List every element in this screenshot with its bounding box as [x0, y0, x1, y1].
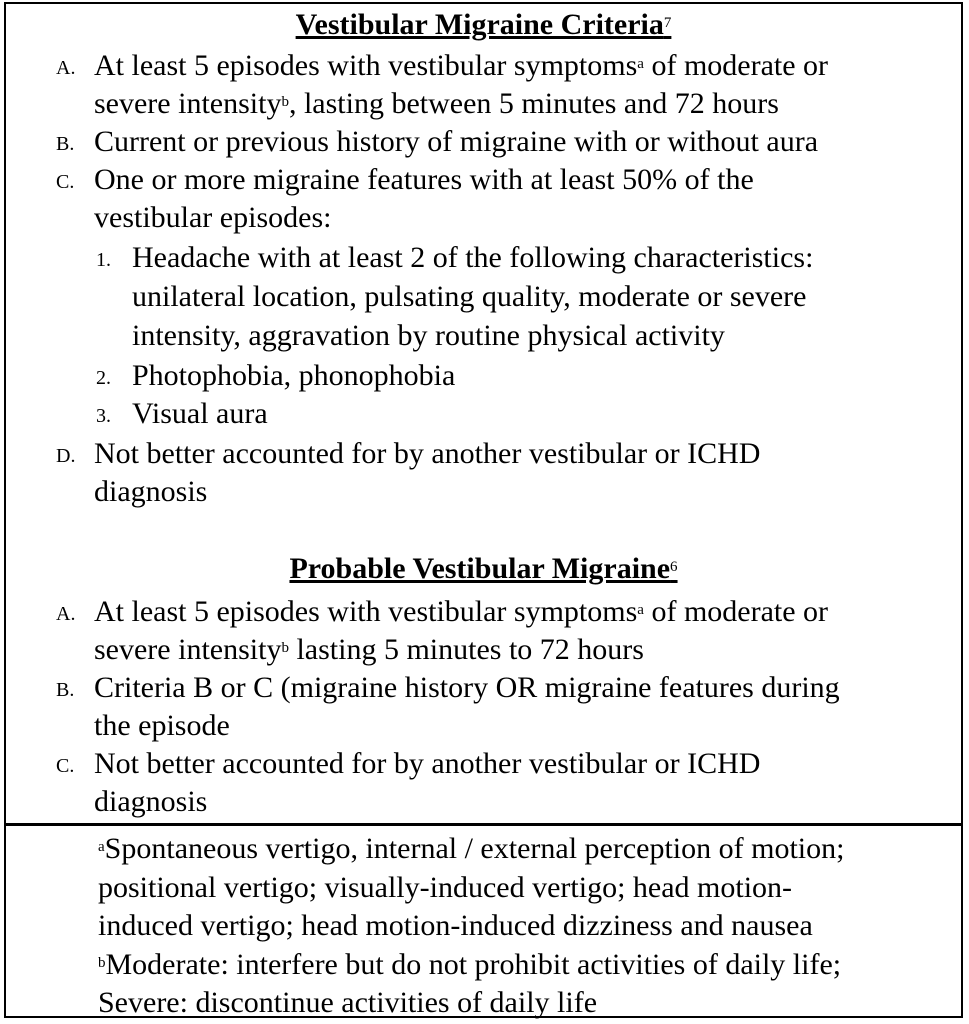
criterion-c-line1: One or more migraine features with at least 50% of the	[94, 163, 754, 196]
footnote-divider	[6, 823, 961, 826]
footnote-a-line3: induced vertigo; head motion-induced dizziness and nausea	[98, 909, 813, 942]
criterion-label: A.	[56, 603, 76, 625]
criteria-table	[4, 2, 963, 1018]
section2-title: Probable Vestibular Migraine$^6$	[289, 552, 678, 585]
criterion-d-line2: diagnosis	[94, 475, 208, 508]
probable-a-line2: severe intensity$^b$ lasting 5 minutes to 72 hours	[94, 633, 644, 666]
footnote-b-line1: $^b$Moderate: interfere but do not prohibit activities of daily life;	[98, 947, 842, 981]
footnote-b-line2: Severe: discontinue activities of daily life	[98, 986, 598, 1019]
probable-c-line1: Not better accounted for by another vestibular or ICHD	[94, 747, 761, 780]
sub-criterion-3: Visual aura	[132, 397, 268, 430]
criterion-label: B.	[56, 133, 75, 155]
criterion-b: Current or previous history of migraine with or without aura	[94, 125, 819, 158]
probable-a-line1: At least 5 episodes with vestibular symptoms$^a$ of moderate or	[94, 595, 829, 628]
criterion-label: A.	[56, 57, 76, 79]
probable-b-line1: Criteria B or C (migraine history OR migraine features during	[94, 671, 840, 704]
criterion-label: C.	[56, 755, 75, 777]
sub-criterion-label: 2.	[96, 367, 111, 389]
criterion-label: C.	[56, 171, 75, 193]
sub-criterion-2: Photophobia, phonophobia	[132, 359, 456, 392]
sub-criterion-label: 3.	[96, 405, 111, 427]
footnote-a-line2: positional vertigo; visually-induced vertigo; head motion-	[98, 870, 793, 904]
criterion-label: B.	[56, 679, 75, 701]
criterion-a-line2: severe intensity$^b$, lasting between 5 minutes and 72 hours	[94, 87, 779, 120]
sub-criterion-1-line1: Headache with at least 2 of the following characteristics:	[132, 241, 814, 274]
probable-c-line2: diagnosis	[94, 785, 208, 818]
sub-criterion-label: 1.	[96, 249, 111, 271]
criterion-c-line2: vestibular episodes:	[94, 201, 332, 234]
probable-b-line2: the episode	[94, 709, 230, 742]
sub-criterion-1-line2: unilateral location, pulsating quality, moderate or severe	[132, 280, 807, 313]
sub-criterion-1-line3: intensity, aggravation by routine physical activity	[132, 319, 725, 352]
criterion-a-line1: At least 5 episodes with vestibular symptoms$^a$ of moderate or	[94, 49, 829, 82]
section2-title-ref: 6	[670, 559, 678, 575]
section1-title: Vestibular Migraine Criteria$^7$	[295, 8, 672, 41]
criterion-label: D.	[56, 445, 76, 467]
criterion-d-line1: Not better accounted for by another vestibular or ICHD	[94, 437, 761, 470]
footnote-a-line1: $^a$Spontaneous vertigo, internal / external perception of motion;	[98, 832, 845, 865]
section1-title-ref: 7	[663, 15, 672, 31]
